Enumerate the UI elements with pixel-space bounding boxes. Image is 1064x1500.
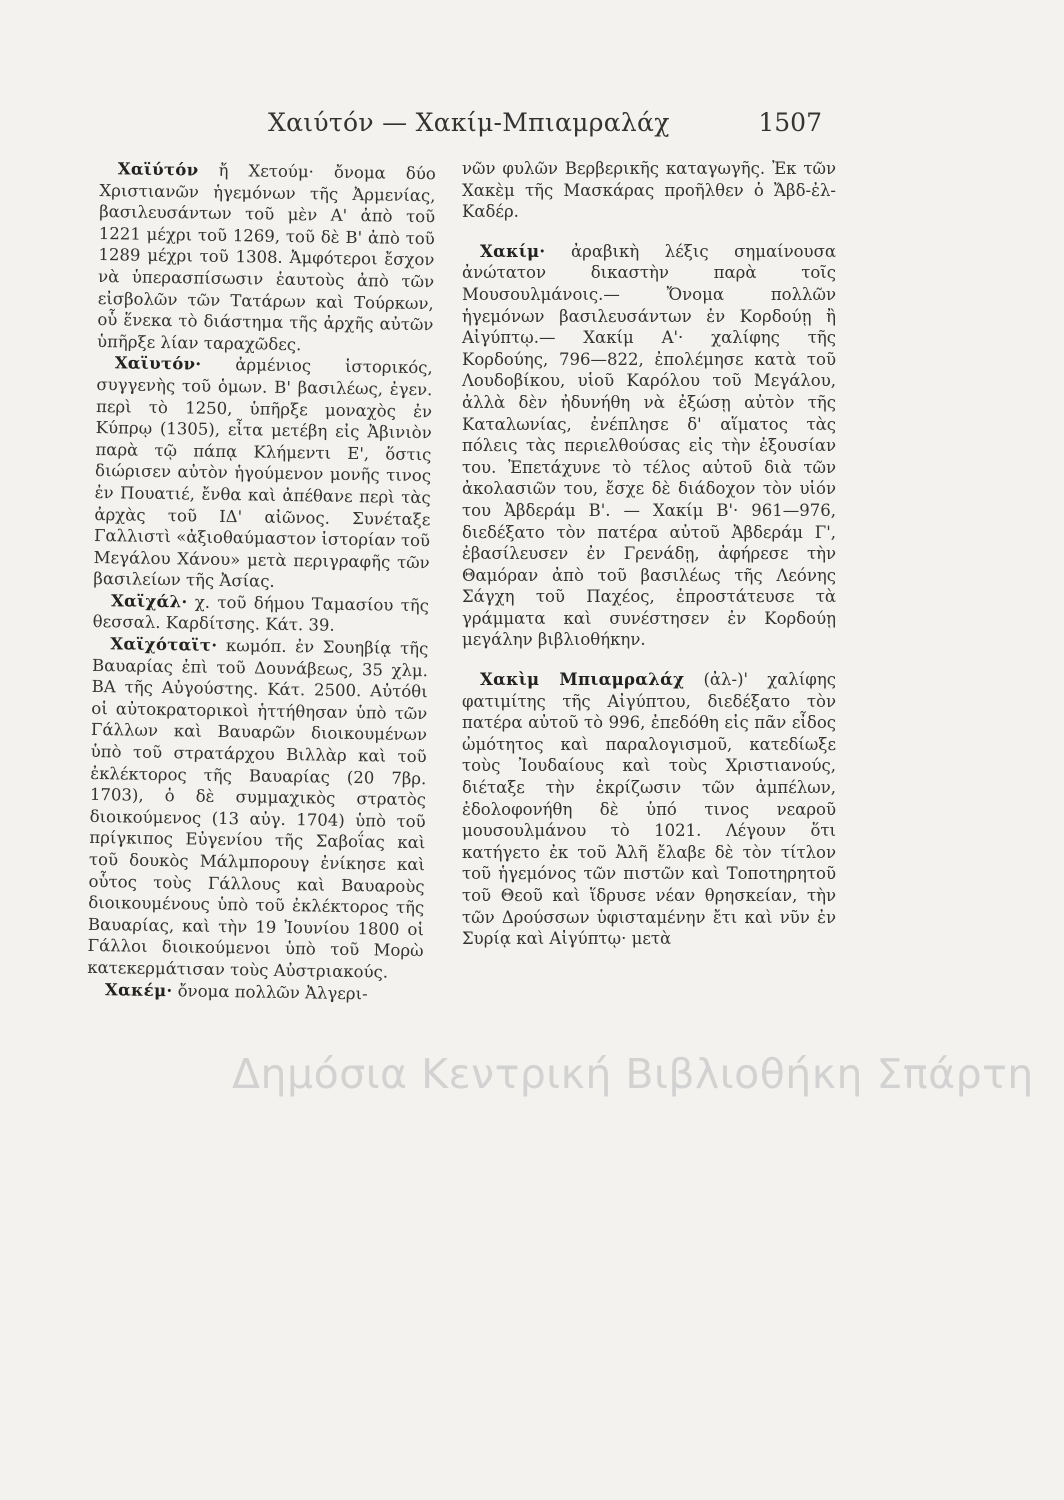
entry-term: Χακέμ· <box>104 979 173 1000</box>
entry-term: Χακὶμ Μπιαμραλάχ <box>480 670 685 690</box>
entry-paragraph <box>93 590 430 638</box>
entry-text: (ἀλ-)' χαλίφης φατιμίτης τῆς Αἰγύπτου, διεδέξατο τὸν πατέρα αὐτοῦ τὸ 996, ἐπεδόθη εἰς πᾶν εἶδος ὠμότητος καὶ παραλογισμοῦ, κατεδίωξε τοὺς Ἰουδαίους καὶ τοὺς Χριστιανούς, διέταξε τὴν ἐκρίζωσιν τῶν ἀμπέλων, ἐδολοφονήθη δὲ ὑπό τινος νεαροῦ μουσουλμάνου τὸ 1021. Λέγουν ὅτι κατήγετο ἐκ τοῦ Ἀλῆ ἔλαβε δὲ τὸν τίτλον τοῦ ἡγεμόνος τῶν πιστῶν καὶ Τοποτηρητοῦ τοῦ Θεοῦ καὶ ἵδρυσε νέαν θρησκείαν, τὴν τῶν Δρούσσων ὑφισταμένην ἔτι καὶ νῦν ἐν Συρίᾳ καὶ Αἰγύπτῳ· μετὰ <box>462 670 836 949</box>
left-column <box>87 158 436 1005</box>
entry-paragraph <box>97 158 436 358</box>
running-title: Χαιύτόν — Χακίμ-Μπιαμραλάχ <box>268 108 670 137</box>
entry-paragraph <box>462 241 836 651</box>
entry-text: ὄνομα πολλῶν Ἀλγερι- <box>172 980 368 1003</box>
entry-text: ἤ Χετούμ· ὄνομα δύο Χριστιανῶν ἡγεμόνων τῆς Ἀρμενίας, βασιλευσάντων τοῦ μὲν Α' ἀπὸ τοῦ 1221 μέχρι τοῦ 1269, τοῦ δὲ Β' ἀπὸ τοῦ 1289 μέχρι τοῦ 1308. Ἀμφότεροι ἔσχον νὰ ὑπερασπίσωσιν ἑαυτοὺς ἀπὸ τῶν εἰσβολῶν τῶν Τατάρων καὶ Τούρκων, οὗ ἕνεκα τὸ διάστημα τῆς ἀρχῆς αὐτῶν ὑπῆρξε λίαν ταραχῶδες. <box>96 160 436 354</box>
page-header <box>90 108 830 148</box>
continuation-paragraph: νῶν φυλῶν Βερβερικῆς καταγωγῆς. Ἐκ τῶν Χακὲμ τῆς Μασκάρας προῆλθεν ὁ Ἄβδ-ἐλ-Καδέρ. <box>462 159 836 222</box>
entry-term: Χαϊχόταϊτ· <box>110 634 218 655</box>
entry-text: κωμόπ. ἐν Σουηβίᾳ τῆς Βαυαρίας ἐπὶ τοῦ Δουνάβεως, 35 χλμ. ΒΑ τῆς Αὐγούστης. Κάτ. 2500. Αὐτόθι οἱ αὐτοκρατορικοὶ ἡττήθησαν ὑπὸ τῶν Γάλλων καὶ Βαυαρῶν διοικουμένων ὑπὸ τοῦ στρατάρχου Βιλλὰρ καὶ τοῦ ἐκλέκτορος τῆς Βαυαρίας (20 7βρ. 1703), ὁ δὲ συμμαχικὸς στρατὸς διοικούμενος (13 αὐγ. 1704) ὑπὸ τοῦ πρίγκιπος Εὐγενίου τῆς Σαβοΐας καὶ τοῦ δουκὸς Μάλμπορουγ ἐνίκησε καὶ οὗτος τοὺς Γάλλους καὶ Βαυαροὺς διοικουμένους ὑπὸ τοῦ ἐκλέκτορος τῆς Βαυαρίας, καὶ τὴν 19 Ἰουνίου 1800 οἱ Γάλλοι διοικούμενοι ὑπὸ τοῦ Μορὼ κατεκερμάτισαν τοὺς Αὐστριακούς. <box>87 635 429 982</box>
entry-paragraph <box>87 633 428 984</box>
entry-term: Χαϊχάλ· <box>110 591 188 612</box>
right-column <box>462 158 836 950</box>
library-watermark: Δημόσια Κεντρική Βιβλιοθήκη Σπάρτη <box>232 1050 1034 1098</box>
entry-text: ἀραβικὴ λέξις σημαίνουσα ἀνώτατον δικαστὴν παρὰ τοῖς Μουσουλμάνοις.— Ὄνομα πολλῶν ἡγεμόνων βασιλευσάντων ἐν Κορδούῃ ἢ Αἰγύπτῳ.— Χακίμ Α'· χαλίφης τῆς Κορδούης, 796—822, ἐπολέμησε κατὰ τοῦ Λουδοβίκου, υἱοῦ Καρόλου τοῦ Μεγάλου, ἀλλὰ δὲν ἠδυνήθη νὰ ἐξώσῃ αὐτὸν τῆς Καταλωνίας, ἐνέπλησε δ' αἵματος τὰς πόλεις τὰς περιελθούσας εἰς τὴν ἐξουσίαν του. Ἐπετάχυνε τὸ τέλος αὐτοῦ διὰ τῶν ἀκολασιῶν του, ἔσχε δὲ διάδοχον τὸν υἱόν του Ἀβδεράμ Β'. — Χακίμ Β'· 961—976, διεδέξατο τὸν πατέρα αὐτοῦ Ἀβδεράμ Γ', ἐβασίλευσεν ἐν Γρενάδῃ, ἀφήρεσε τὴν Θαμόραν ἀπὸ τοῦ βασιλέως τῆς Λεόνης Σάγχη τοῦ Παχέος, ἐπροστάτευσε τὰ γράμματα καὶ συνέστησεν ἐν Κορδούῃ μεγάλην βιβλιοθήκην. <box>462 241 836 650</box>
page-number: 1507 <box>758 108 822 137</box>
entry-term: Χαϊύτόν <box>117 159 199 180</box>
entry-paragraph <box>462 669 836 950</box>
entry-paragraph <box>93 352 433 595</box>
entry-text: χ. τοῦ δήμου Ταμασίου τῆς θεσσαλ. Καρδίτσης. Κάτ. 39. <box>92 592 430 636</box>
entry-term: Χαϊυτόν· <box>114 353 202 374</box>
entry-text: ἀρμένιος ἱστορικός, συγγενὴς τοῦ ὁμων. Β' βασιλέως, ἐγεν. περὶ τὸ 1250, ὑπῆρξε μοναχὸς ἐν Κύπρῳ (1305), εἶτα μετέβη εἰς Ἀβινιὸν παρὰ τῷ πάπᾳ Κλήμεντι Ε', ὅστις διώρισεν αὐτὸν ἡγούμενον μονῆς τινος ἐν Πουατιέ, ἔνθα καὶ ἀπέθανε περὶ τὰς ἀρχὰς τοῦ ΙΔ' αἰῶνος. Συνέταξε Γαλλιστὶ «ἀξιοθαύμαστον ἱστορίαν τοῦ Μεγάλου Χάνου» μετὰ περιγραφῆς τῶν βασιλείων τῆς Ἀσίας. <box>93 354 433 592</box>
entry-term: Χακίμ· <box>480 241 546 261</box>
